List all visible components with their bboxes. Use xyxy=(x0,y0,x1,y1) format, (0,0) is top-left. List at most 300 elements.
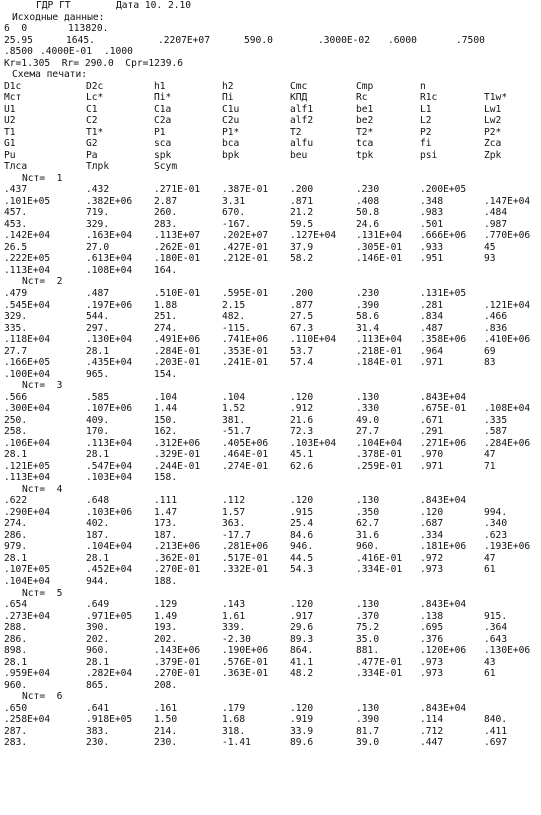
value-cell: 31.4 xyxy=(356,322,380,334)
value-cell: 251. xyxy=(154,311,178,323)
value-cell: 27.5 xyxy=(290,311,314,323)
value-cell: 230. xyxy=(86,737,110,749)
scheme-label: T1 xyxy=(4,126,16,138)
value-cell: 865. xyxy=(86,679,110,691)
value-cell: 960. xyxy=(356,541,380,553)
value-cell: 840. xyxy=(484,714,508,726)
value-cell: .649 xyxy=(86,599,110,611)
scheme-label: G1 xyxy=(4,138,16,150)
value-cell: -115. xyxy=(222,322,251,334)
value-cell: .230 xyxy=(356,184,380,196)
scheme-label: Пi xyxy=(222,92,234,104)
value-cell: 53.7 xyxy=(290,345,314,357)
value-cell: .104E+04 xyxy=(356,437,403,449)
value-cell: .103E+04 xyxy=(290,437,337,449)
value-cell: 21.2 xyxy=(290,207,314,219)
value-cell: .408 xyxy=(356,195,380,207)
value-cell: .161 xyxy=(154,702,178,714)
value-cell: .613E+04 xyxy=(86,253,133,265)
value-cell: .834 xyxy=(420,311,444,323)
scheme-label: tca xyxy=(356,138,374,150)
value-cell: .427E-01 xyxy=(222,241,269,253)
input-value: 1645. xyxy=(66,34,95,46)
value-cell: .143E+06 xyxy=(154,645,201,657)
value-cell: .959E+04 xyxy=(4,668,51,680)
input-value: .2207E+07 xyxy=(158,34,210,46)
value-cell: .281 xyxy=(420,299,444,311)
value-cell: .120 xyxy=(420,506,444,518)
value-cell: .166E+05 xyxy=(4,357,51,369)
value-cell: 28.1 xyxy=(86,345,110,357)
value-cell: .197E+06 xyxy=(86,299,133,311)
input-value: .3000E-02 xyxy=(318,34,370,46)
value-cell: .113E+04 xyxy=(4,264,51,276)
value-cell: 28.1 xyxy=(4,656,28,668)
value-cell: .120 xyxy=(290,599,314,611)
value-cell: .180E-01 xyxy=(154,253,201,265)
input-value: Kr=1.305 Rr= 290.0 Cpr=1239.6 xyxy=(4,57,184,69)
value-cell: .184E-01 xyxy=(356,357,403,369)
value-cell: 48.2 xyxy=(290,668,314,680)
value-cell: .437 xyxy=(4,184,28,196)
value-cell: 33.9 xyxy=(290,725,314,737)
value-cell: .622 xyxy=(4,495,28,507)
value-cell: .113E+04 xyxy=(4,472,51,484)
value-cell: .130 xyxy=(356,391,380,403)
value-cell: 162. xyxy=(154,426,178,438)
value-cell: .741E+06 xyxy=(222,334,269,346)
value-cell: .103E+04 xyxy=(86,472,133,484)
scheme-label: n xyxy=(420,80,426,92)
value-cell: .244E-01 xyxy=(154,460,201,472)
value-cell: .370 xyxy=(356,610,380,622)
value-cell: .329E-01 xyxy=(154,449,201,461)
value-cell: .643 xyxy=(484,633,508,645)
value-cell: .671 xyxy=(420,414,444,426)
value-cell: .970 xyxy=(420,449,444,461)
value-cell: 881. xyxy=(356,645,380,657)
input-value: 6 0 xyxy=(4,23,28,35)
scheme-label: Cmc xyxy=(290,80,308,92)
value-cell: .281E+06 xyxy=(222,541,269,553)
value-cell: .120 xyxy=(290,702,314,714)
value-cell: 381. xyxy=(222,414,246,426)
value-cell: .641 xyxy=(86,702,110,714)
value-cell: .836 xyxy=(484,322,508,334)
value-cell: 1.47 xyxy=(154,506,178,518)
value-cell: .363E-01 xyxy=(222,668,269,680)
value-cell: .131E+04 xyxy=(356,230,403,242)
value-cell: 28.1 xyxy=(86,656,110,668)
value-cell: .179 xyxy=(222,702,246,714)
value-cell: .218E-01 xyxy=(356,345,403,357)
input-value: 590.0 xyxy=(244,34,273,46)
value-cell: .364 xyxy=(484,622,508,634)
value-cell: .971 xyxy=(420,460,444,472)
value-cell: 318. xyxy=(222,725,246,737)
value-cell: 2.87 xyxy=(154,195,178,207)
stage-label: Nст= 1 xyxy=(22,172,63,184)
value-cell: .107E+05 xyxy=(4,564,51,576)
value-cell: .666E+06 xyxy=(420,230,467,242)
scheme-label: Lc* xyxy=(86,92,104,104)
value-cell: .877 xyxy=(290,299,314,311)
scheme-label: Tлpk xyxy=(86,161,110,173)
value-cell: .973 xyxy=(420,668,444,680)
value-cell: 297. xyxy=(86,322,110,334)
value-cell: .675E-01 xyxy=(420,403,467,415)
input-value: 25.95 xyxy=(4,34,33,46)
value-cell: .100E+04 xyxy=(4,368,51,380)
scheme-label: T1* xyxy=(86,126,104,138)
value-cell: .259E-01 xyxy=(356,460,403,472)
value-cell: 47 xyxy=(484,552,496,564)
value-cell: .951 xyxy=(420,253,444,265)
value-cell: .104 xyxy=(222,391,246,403)
value-cell: 960. xyxy=(4,679,28,691)
value-cell: 286. xyxy=(4,529,28,541)
value-cell: .566 xyxy=(4,391,28,403)
value-cell: .130E+04 xyxy=(86,334,133,346)
value-cell: .330 xyxy=(356,403,380,415)
scheme-label: U2 xyxy=(4,115,16,127)
stage-label: Nст= 2 xyxy=(22,276,63,288)
stage-label: Nст= 5 xyxy=(22,587,63,599)
value-cell: 31.6 xyxy=(356,529,380,541)
value-cell: 62.7 xyxy=(356,518,380,530)
value-cell: .130 xyxy=(356,599,380,611)
scheme-label: Пi* xyxy=(154,92,172,104)
scheme-label: beu xyxy=(290,149,308,161)
value-cell: 258. xyxy=(4,426,28,438)
value-cell: .163E+04 xyxy=(86,230,133,242)
value-cell: .121E+05 xyxy=(4,460,51,472)
value-cell: 274. xyxy=(4,518,28,530)
value-cell: 670. xyxy=(222,207,246,219)
value-cell: .106E+04 xyxy=(4,437,51,449)
value-cell: .387E-01 xyxy=(222,184,269,196)
value-cell: .130 xyxy=(356,495,380,507)
value-cell: 3.31 xyxy=(222,195,246,207)
value-cell: 260. xyxy=(154,207,178,219)
value-cell: 71 xyxy=(484,460,496,472)
value-cell: .271E-01 xyxy=(154,184,201,196)
input-value: .8500 xyxy=(4,46,33,58)
value-cell: .312E+06 xyxy=(154,437,201,449)
value-cell: .193E+06 xyxy=(484,541,531,553)
value-cell: -1.41 xyxy=(222,737,251,749)
input-heading: Исходные данные: xyxy=(12,11,105,23)
value-cell: .114 xyxy=(420,714,444,726)
value-cell: .334E-01 xyxy=(356,668,403,680)
value-cell: .113E+04 xyxy=(86,437,133,449)
scheme-label: Tлca xyxy=(4,161,28,173)
scheme-label: P1* xyxy=(222,126,240,138)
value-cell: 457. xyxy=(4,207,28,219)
value-cell: .362E-01 xyxy=(154,552,201,564)
value-cell: .378E-01 xyxy=(356,449,403,461)
value-cell: 93 xyxy=(484,253,496,265)
value-cell: 84.6 xyxy=(290,529,314,541)
value-cell: .143 xyxy=(222,599,246,611)
value-cell: .335 xyxy=(484,414,508,426)
value-cell: 28.1 xyxy=(86,449,110,461)
value-cell: .595E-01 xyxy=(222,288,269,299)
value-cell: 45.1 xyxy=(290,449,314,461)
value-cell: .585 xyxy=(86,391,110,403)
value-cell: 158. xyxy=(154,472,178,484)
value-cell: .917 xyxy=(290,610,314,622)
value-cell: 170. xyxy=(86,426,110,438)
value-cell: .654 xyxy=(4,599,28,611)
value-cell: .358E+06 xyxy=(420,334,467,346)
value-cell: .712 xyxy=(420,725,444,737)
value-cell: -167. xyxy=(222,218,251,230)
value-cell: 29.6 xyxy=(290,622,314,634)
value-cell: 409. xyxy=(86,414,110,426)
scheme-label: U1 xyxy=(4,103,16,115)
value-cell: .334E-01 xyxy=(356,564,403,576)
input-value: 113820. xyxy=(68,23,109,35)
value-cell: 283. xyxy=(154,218,178,230)
value-cell: 329. xyxy=(86,218,110,230)
value-cell: 72.3 xyxy=(290,426,314,438)
value-cell: .130 xyxy=(356,702,380,714)
value-cell: .202E+07 xyxy=(222,230,269,242)
value-cell: 482. xyxy=(222,311,246,323)
value-cell: .111 xyxy=(154,495,178,507)
value-cell: 47 xyxy=(484,449,496,461)
stage-label: Nст= 4 xyxy=(22,483,63,495)
value-cell: .350 xyxy=(356,506,380,518)
value-cell: .770E+06 xyxy=(484,230,531,242)
scheme-label: P2 xyxy=(420,126,432,138)
scheme-label: spk xyxy=(154,149,172,161)
value-cell: 28.1 xyxy=(86,552,110,564)
scheme-label: Pu xyxy=(4,149,16,161)
value-cell: 81.7 xyxy=(356,725,380,737)
value-cell: .113E+07 xyxy=(154,230,201,242)
scheme-label: C1a xyxy=(154,103,172,115)
value-cell: .108E+04 xyxy=(484,403,531,415)
value-cell: 329. xyxy=(4,311,28,323)
value-cell: 37.9 xyxy=(290,241,314,253)
value-cell: -17.7 xyxy=(222,529,251,541)
value-cell: 75.2 xyxy=(356,622,380,634)
value-cell: 250. xyxy=(4,414,28,426)
value-cell: 230. xyxy=(154,737,178,749)
scheme-label: bca xyxy=(222,138,240,150)
value-cell: .340 xyxy=(484,518,508,530)
value-cell: .284E+06 xyxy=(484,437,531,449)
value-cell: 50.8 xyxy=(356,207,380,219)
value-cell: .919 xyxy=(290,714,314,726)
value-cell: 288. xyxy=(4,622,28,634)
value-cell: .130E+06 xyxy=(484,645,531,657)
program-title: ГДР ГТ xyxy=(36,0,71,11)
value-cell: .464E-01 xyxy=(222,449,269,461)
value-cell: .142E+04 xyxy=(4,230,51,242)
value-cell: 390. xyxy=(86,622,110,634)
value-cell: .120 xyxy=(290,391,314,403)
scheme-label: fi xyxy=(420,138,432,150)
value-cell: .912 xyxy=(290,403,314,415)
value-cell: .410E+06 xyxy=(484,334,531,346)
value-cell: 1.61 xyxy=(222,610,246,622)
value-cell: .127E+04 xyxy=(290,230,337,242)
value-cell: .107E+06 xyxy=(86,403,133,415)
value-cell: 402. xyxy=(86,518,110,530)
value-cell: 89.3 xyxy=(290,633,314,645)
scheme-label: G2 xyxy=(86,138,98,150)
value-cell: .200E+05 xyxy=(420,184,467,196)
value-cell: .971 xyxy=(420,357,444,369)
value-cell: .146E-01 xyxy=(356,253,403,265)
value-cell: .273E+04 xyxy=(4,610,51,622)
scheme-label: bpk xyxy=(222,149,240,161)
value-cell: .213E+06 xyxy=(154,541,201,553)
scheme-label: C1 xyxy=(86,103,98,115)
value-cell: 286. xyxy=(4,633,28,645)
value-cell: 49.0 xyxy=(356,414,380,426)
value-cell: 187. xyxy=(154,529,178,541)
value-cell: .491E+06 xyxy=(154,334,201,346)
value-cell: .129 xyxy=(154,599,178,611)
value-cell: .648 xyxy=(86,495,110,507)
value-cell: 150. xyxy=(154,414,178,426)
value-cell: .843E+04 xyxy=(420,599,467,611)
value-cell: .334 xyxy=(420,529,444,541)
stage-label: Nст= 6 xyxy=(22,691,63,703)
value-cell: 1.44 xyxy=(154,403,178,415)
value-cell: .131E+05 xyxy=(420,288,467,299)
scheme-label: sca xyxy=(154,138,172,150)
value-cell: .284E-01 xyxy=(154,345,201,357)
value-cell: 1.50 xyxy=(154,714,178,726)
scheme-label: C2u xyxy=(222,115,240,127)
value-cell: 335. xyxy=(4,322,28,334)
value-cell: 915. xyxy=(484,610,508,622)
value-cell: .405E+06 xyxy=(222,437,269,449)
value-cell: 979. xyxy=(4,541,28,553)
value-cell: .300E+04 xyxy=(4,403,51,415)
run-date: Дата 10. 2.10 xyxy=(116,0,192,11)
value-cell: 173. xyxy=(154,518,178,530)
value-cell: 28.1 xyxy=(4,552,28,564)
value-cell: .104E+04 xyxy=(86,541,133,553)
scheme-label: P2* xyxy=(484,126,502,138)
value-cell: .432 xyxy=(86,184,110,196)
value-cell: .103E+06 xyxy=(86,506,133,518)
value-cell: 283. xyxy=(4,737,28,749)
scheme-label: Zpk xyxy=(484,149,502,161)
scheme-label: C2a xyxy=(154,115,172,127)
value-cell: .262E-01 xyxy=(154,241,201,253)
value-cell: .918E+05 xyxy=(86,714,133,726)
value-cell: 1.49 xyxy=(154,610,178,622)
value-cell: .452E+04 xyxy=(86,564,133,576)
value-cell: 719. xyxy=(86,207,110,219)
value-cell: .120 xyxy=(290,495,314,507)
input-value: .7500 xyxy=(456,34,485,46)
value-cell: .241E-01 xyxy=(222,357,269,369)
value-cell: .510E-01 xyxy=(154,288,201,299)
value-cell: .973 xyxy=(420,656,444,668)
value-cell: 214. xyxy=(154,725,178,737)
scheme-label: Lw2 xyxy=(484,115,502,127)
value-cell: .110E+04 xyxy=(290,334,337,346)
value-cell: 1.52 xyxy=(222,403,246,415)
value-cell: .104E+04 xyxy=(4,576,51,587)
scheme-label: Scym xyxy=(154,161,178,173)
value-cell: .484 xyxy=(484,207,508,219)
value-cell: .222E+05 xyxy=(4,253,51,265)
value-cell: 27.0 xyxy=(86,241,110,253)
value-cell: 57.4 xyxy=(290,357,314,369)
value-cell: .190E+06 xyxy=(222,645,269,657)
value-cell: .390 xyxy=(356,299,380,311)
input-value: .1000 xyxy=(104,46,133,58)
value-cell: 193. xyxy=(154,622,178,634)
scheme-label: Cmp xyxy=(356,80,374,92)
value-cell: 27.7 xyxy=(4,345,28,357)
scheme-label: h2 xyxy=(222,80,234,92)
value-cell: .843E+04 xyxy=(420,495,467,507)
value-cell: .113E+04 xyxy=(356,334,403,346)
value-cell: .258E+04 xyxy=(4,714,51,726)
value-cell: 39.0 xyxy=(356,737,380,749)
value-cell: .108E+04 xyxy=(86,264,133,276)
value-cell: 544. xyxy=(86,311,110,323)
value-cell: .501 xyxy=(420,218,444,230)
scheme-heading: Схема печати: xyxy=(12,69,88,81)
value-cell: .411 xyxy=(484,725,508,737)
scheme-label: Mст xyxy=(4,92,22,104)
value-cell: .348 xyxy=(420,195,444,207)
scheme-label: T2* xyxy=(356,126,374,138)
value-cell: .971E+05 xyxy=(86,610,133,622)
scheme-label: h1 xyxy=(154,80,166,92)
value-cell: 58.6 xyxy=(356,311,380,323)
value-cell: 339. xyxy=(222,622,246,634)
value-cell: 363. xyxy=(222,518,246,530)
value-cell: 154. xyxy=(154,368,178,380)
scheme-label: T2 xyxy=(290,126,302,138)
value-cell: 61 xyxy=(484,564,496,576)
value-cell: .101E+05 xyxy=(4,195,51,207)
value-cell: 24.6 xyxy=(356,218,380,230)
value-cell: .274E-01 xyxy=(222,460,269,472)
value-cell: .200 xyxy=(290,184,314,196)
value-cell: 25.4 xyxy=(290,518,314,530)
scheme-label: D2c xyxy=(86,80,104,92)
scheme-label: Pa xyxy=(86,149,98,161)
value-cell: .964 xyxy=(420,345,444,357)
scheme-label: be2 xyxy=(356,115,374,127)
value-cell: 383. xyxy=(86,725,110,737)
value-cell: .487 xyxy=(86,288,110,299)
value-cell: .466 xyxy=(484,311,508,323)
value-cell: .305E-01 xyxy=(356,241,403,253)
value-cell: .843E+04 xyxy=(420,702,467,714)
value-cell: .447 xyxy=(420,737,444,749)
value-cell: -2.30 xyxy=(222,633,251,645)
value-cell: .983 xyxy=(420,207,444,219)
value-cell: 59.5 xyxy=(290,218,314,230)
value-cell: .353E-01 xyxy=(222,345,269,357)
value-cell: 35.0 xyxy=(356,633,380,645)
scheme-label: Zca xyxy=(484,138,502,150)
